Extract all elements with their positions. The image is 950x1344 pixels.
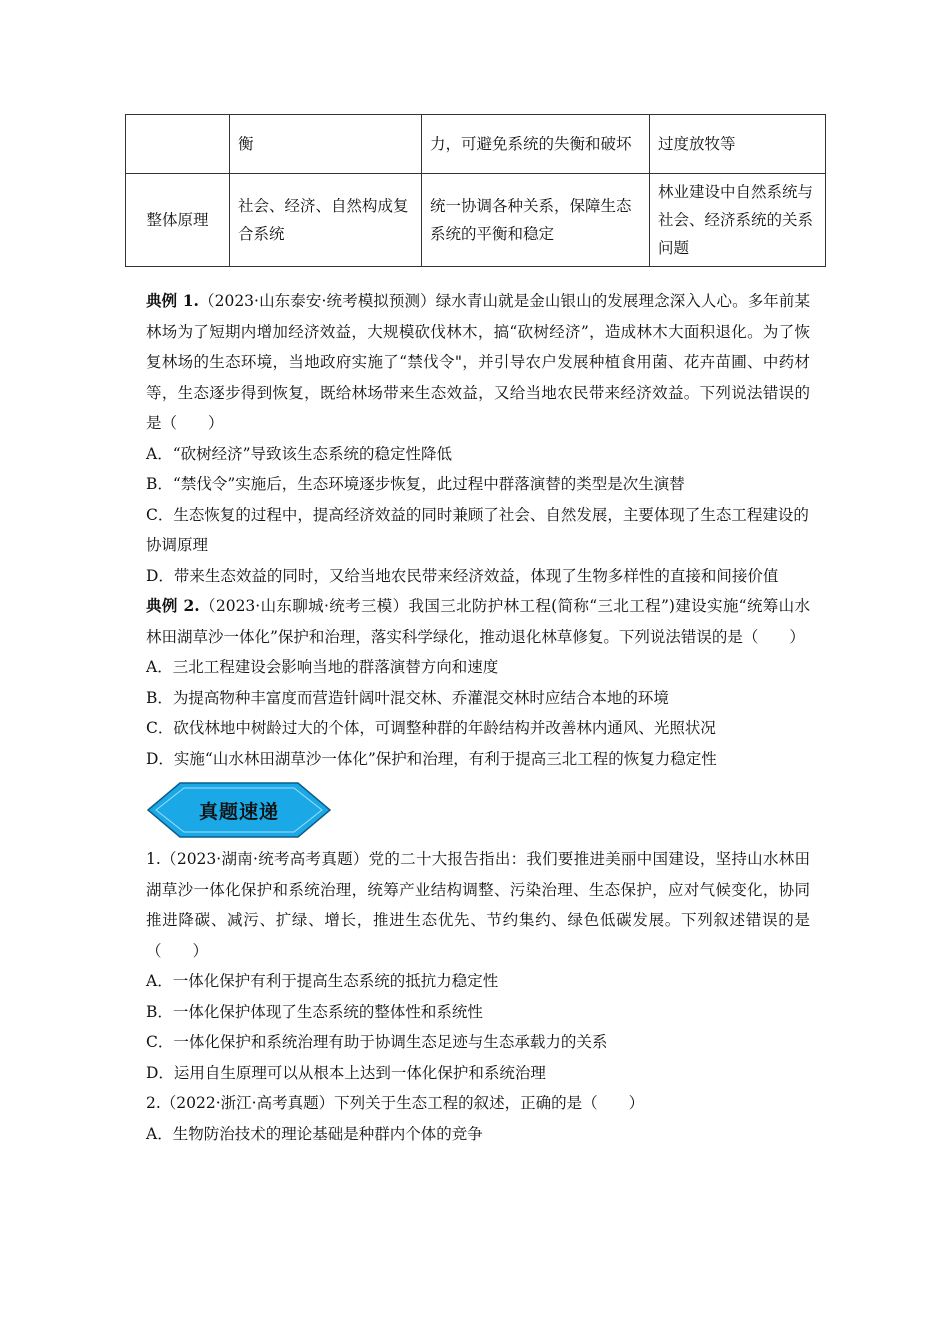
option-b: B．一体化保护体现了生态系统的整体性和系统性 xyxy=(146,1002,483,1021)
example-stem xyxy=(146,286,810,439)
option-b: B．为提高物种丰富度而营造针阔叶混交林、乔灌混交林时应结合本地的环境 xyxy=(146,688,669,707)
question-1 xyxy=(146,844,810,1088)
table-cell-meaning: 衡 xyxy=(230,115,422,174)
table-cell-problem: 林业建设中自然系统与社会、经济系统的关系问题 xyxy=(650,174,826,267)
table-cell-problem: 过度放牧等 xyxy=(650,115,826,174)
table-cell-principle xyxy=(126,115,230,174)
banner-title: 真题速递 xyxy=(198,800,279,823)
content-body xyxy=(146,286,810,1149)
option-a: A．三北工程建设会影响当地的群落演替方向和速度 xyxy=(146,658,499,676)
question-stem: 1.（2023·湖南·统考高考真题）党的二十大报告指出：我们要推进美丽中国建设，坚持山水林田湖草沙一体化保护和系统治理，统筹产业结构调整、污染治理、生态保护，应对气候变化，协同推进降碳、减污、扩绿、增长，推进生态优先、节约集约、绿色低碳发展。下列叙述错误的是（ ） xyxy=(146,850,810,960)
table-cell-principle: 整体原理 xyxy=(126,174,230,267)
option-a: A．一体化保护有利于提高生态系统的抵抗力稳定性 xyxy=(146,972,499,990)
question-stem: 2.（2022·浙江·高考真题）下列关于生态工程的叙述，正确的是（ ） xyxy=(146,1094,645,1112)
table-row xyxy=(126,115,826,174)
section-banner xyxy=(146,780,332,840)
option-d: D．运用自生原理可以从根本上达到一体化保护和系统治理 xyxy=(146,1063,546,1082)
table-row xyxy=(126,174,826,267)
option-d: D．实施“山水林田湖草沙一体化”保护和治理，有利于提高三北工程的恢复力稳定性 xyxy=(146,749,717,768)
example-2 xyxy=(146,591,810,774)
option-a: A．生物防治技术的理论基础是种群内个体的竞争 xyxy=(146,1124,483,1143)
example-label: 典例 2. xyxy=(146,596,200,615)
option-c: C．一体化保护和系统治理有助于协调生态足迹与生态承载力的关系 xyxy=(146,1033,608,1051)
table-cell-purpose: 力，可避免系统的失衡和破坏 xyxy=(422,115,650,174)
table-cell-purpose: 统一协调各种关系，保障生态系统的平衡和稳定 xyxy=(422,174,650,267)
option-a: A．“砍树经济”导致该生态系统的稳定性降低 xyxy=(146,444,453,463)
option-c: C．生态恢复的过程中，提高经济效益的同时兼顾了社会、自然发展，主要体现了生态工程建设的协调原理 xyxy=(146,505,809,554)
option-b: B．“禁伐令”实施后，生态环境逐步恢复，此过程中群落演替的类型是次生演替 xyxy=(146,475,685,493)
example-stem-text: （2023·山东泰安·统考模拟预测）绿水青山就是金山银山的发展理念深入人心。多年前某林场为了短期内增加经济效益，大规模砍伐林木，搞“砍树经济”，造成林木大面积退化。为了恢复林场的生态环境，当地政府实施了“禁伐令"，并引导农户发展种植食用菌、花卉苗圃、中药材等，生态逐步得到恢复，既给林场带来生态效益，又给当地农民带来经济效益。下列说法错误的是（ ） xyxy=(146,292,811,432)
example-label: 典例 1. xyxy=(146,291,199,310)
option-d: D．带来生态效益的同时，又给当地农民带来经济效益，体现了生物多样性的直接和间接价值 xyxy=(146,566,779,585)
example-1 xyxy=(146,286,810,591)
question-2 xyxy=(146,1088,810,1149)
principles-table xyxy=(125,114,826,267)
option-c: C．砍伐林地中树龄过大的个体，可调整种群的年龄结构并改善林内通风、光照状况 xyxy=(146,719,716,737)
example-stem xyxy=(146,591,810,652)
example-stem-text: （2023·山东聊城·统考三模）我国三北防护林工程(简称“三北工程”)建设实施“统筹山水林田湖草沙一体化”保护和治理，落实科学绿化，推动退化林草修复。下列说法错误的是（ ） xyxy=(146,597,811,646)
table-cell-meaning: 社会、经济、自然构成复合系统 xyxy=(230,174,422,267)
